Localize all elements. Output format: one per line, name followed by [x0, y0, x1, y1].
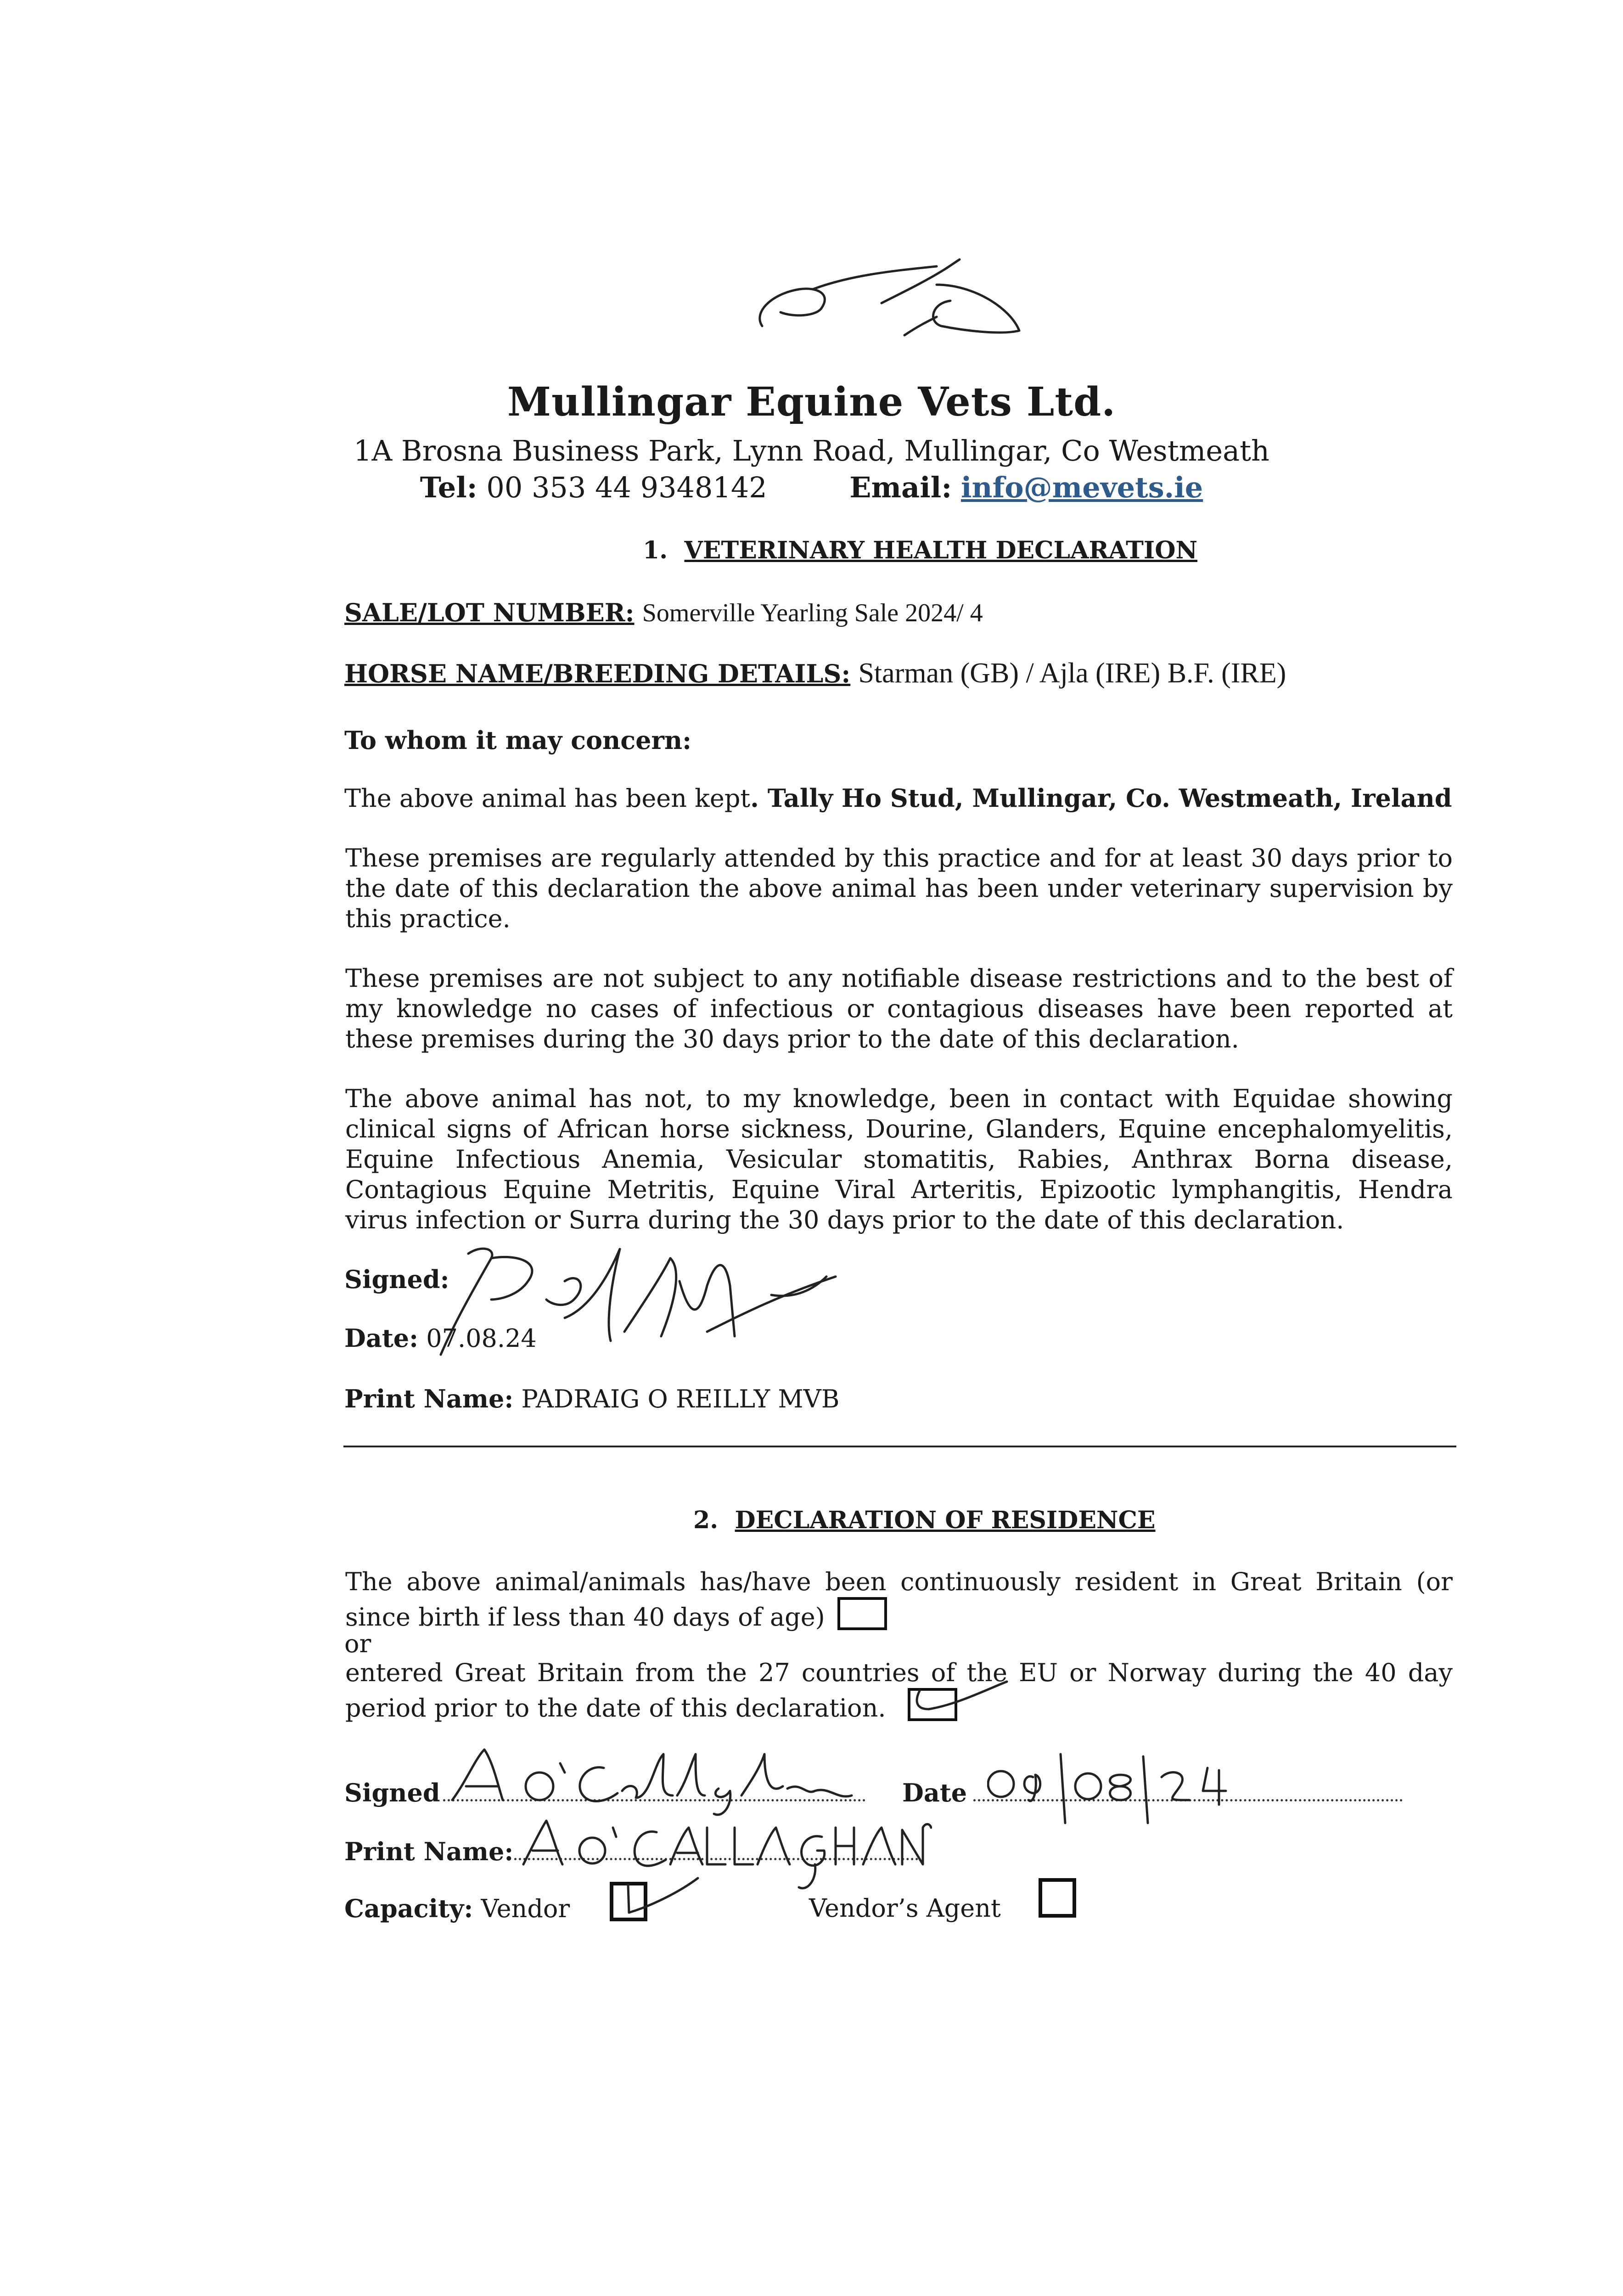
salutation: To whom it may concern: [344, 726, 692, 755]
residence-option-1-text: The above animal/animals has/have been continuously resident in Great Britain (or since birth if less than 40 days of age) [345, 1567, 1453, 1632]
sale-lot-label: SALE/LOT NUMBER: [344, 598, 635, 627]
vendor-signed-label: Signed [344, 1778, 440, 1807]
horse-logo-icon [744, 257, 1038, 363]
vet-date-value: 07.08.24 [426, 1324, 537, 1353]
residence-option-1 [345, 1567, 1453, 1632]
or-label: or [344, 1629, 371, 1658]
horse-name-row [344, 658, 1455, 690]
residence-option-2-checkbox[interactable] [908, 1688, 957, 1721]
contact-line [0, 471, 1623, 504]
vendor-check-mark [615, 1869, 707, 1924]
vet-print-name-row [344, 1383, 1455, 1415]
vet-date-label: Date: [344, 1323, 419, 1353]
residence-option-1-checkbox[interactable] [837, 1597, 887, 1630]
kept-place: . Tally Ho Stud, Mullingar, Co. Westmeath, Ireland [750, 783, 1452, 813]
email-link[interactable]: info@mevets.ie [960, 471, 1203, 504]
agent-checkbox[interactable] [1039, 1878, 1076, 1918]
kept-text: The above animal has been kept [344, 784, 751, 813]
section2-number: 2. [693, 1506, 719, 1534]
capacity-label: Capacity: [344, 1894, 473, 1923]
company-name: Mullingar Equine Vets Ltd. [507, 379, 1116, 425]
vet-print-name-label: Print Name: [344, 1384, 514, 1413]
vet-print-name-value: PADRAIG O REILLY MVB [521, 1384, 840, 1413]
paragraph-disease-restrictions: These premises are not subject to any notifiable disease restrictions and to the best of my knowledge no cases of infectious or contagious diseases have been reported at these premises during the 30 days prior to the date of this declaration. [345, 964, 1453, 1053]
residence-option-2 [345, 1658, 1453, 1723]
section1-heading [643, 536, 1240, 564]
section1-number: 1. [643, 536, 668, 564]
horse-name-value: Starman (GB) / Ajla (IRE) B.F. (IRE) [858, 658, 1286, 689]
company-address: 1A Brosna Business Park, Lynn Road, Mullingar, Co Westmeath [354, 434, 1269, 467]
tel-label: Tel: [420, 471, 477, 504]
vendor-date-handwritten [987, 1750, 1244, 1828]
sale-lot-value: Somerville Yearling Sale 2024/ 4 [642, 599, 983, 627]
vendor-date-label: Date [902, 1778, 967, 1807]
tel-value: 00 353 44 9348142 [486, 471, 767, 504]
vendor-print-name-label: Print Name: [344, 1837, 514, 1866]
paragraph-contact-equidae: The above animal has not, to my knowledge, been in contact with Equidae showing clinical signs of African horse sickness, Dourine, Glanders, Equine encephalomyelitis, Equine Infectious Anemia, Vesicular stomatitis, Rabies, Anthrax Borna disease, Contagious Equine Metritis, Equine Viral Arteritis, Epizootic lymphangitis, Hendra virus infection or Surra during the 30 days prior to the date of this declaration. [345, 1084, 1453, 1234]
section-divider [343, 1446, 1456, 1447]
vendor-print-name-handwritten [519, 1814, 932, 1896]
section1-title: VETERINARY HEALTH DECLARATION [684, 536, 1198, 564]
agent-label: Vendor’s Agent [809, 1894, 1001, 1923]
vet-date-row [344, 1322, 1455, 1354]
section2-heading [693, 1506, 1244, 1534]
sale-lot-row [344, 597, 1455, 629]
vendor-signature [448, 1745, 884, 1818]
email-label: Email: [849, 471, 952, 504]
vet-signature [413, 1231, 872, 1387]
paragraph-supervision: These premises are regularly attended by this practice and for at least 30 days prior to the date of this declaration the above animal has been under veterinary supervision by this practice. [345, 844, 1453, 933]
vendor-label: Vendor [481, 1894, 570, 1923]
horse-name-label: HORSE NAME/BREEDING DETAILS: [344, 659, 851, 688]
vet-signed-label: Signed: [344, 1265, 449, 1294]
section2-title: DECLARATION OF RESIDENCE [735, 1506, 1156, 1534]
residence-option-2-text: entered Great Britain from the 27 countries of the EU or Norway during the 40 day period prior to the date of this declaration. [345, 1658, 1453, 1722]
kept-at-line [344, 782, 1455, 814]
